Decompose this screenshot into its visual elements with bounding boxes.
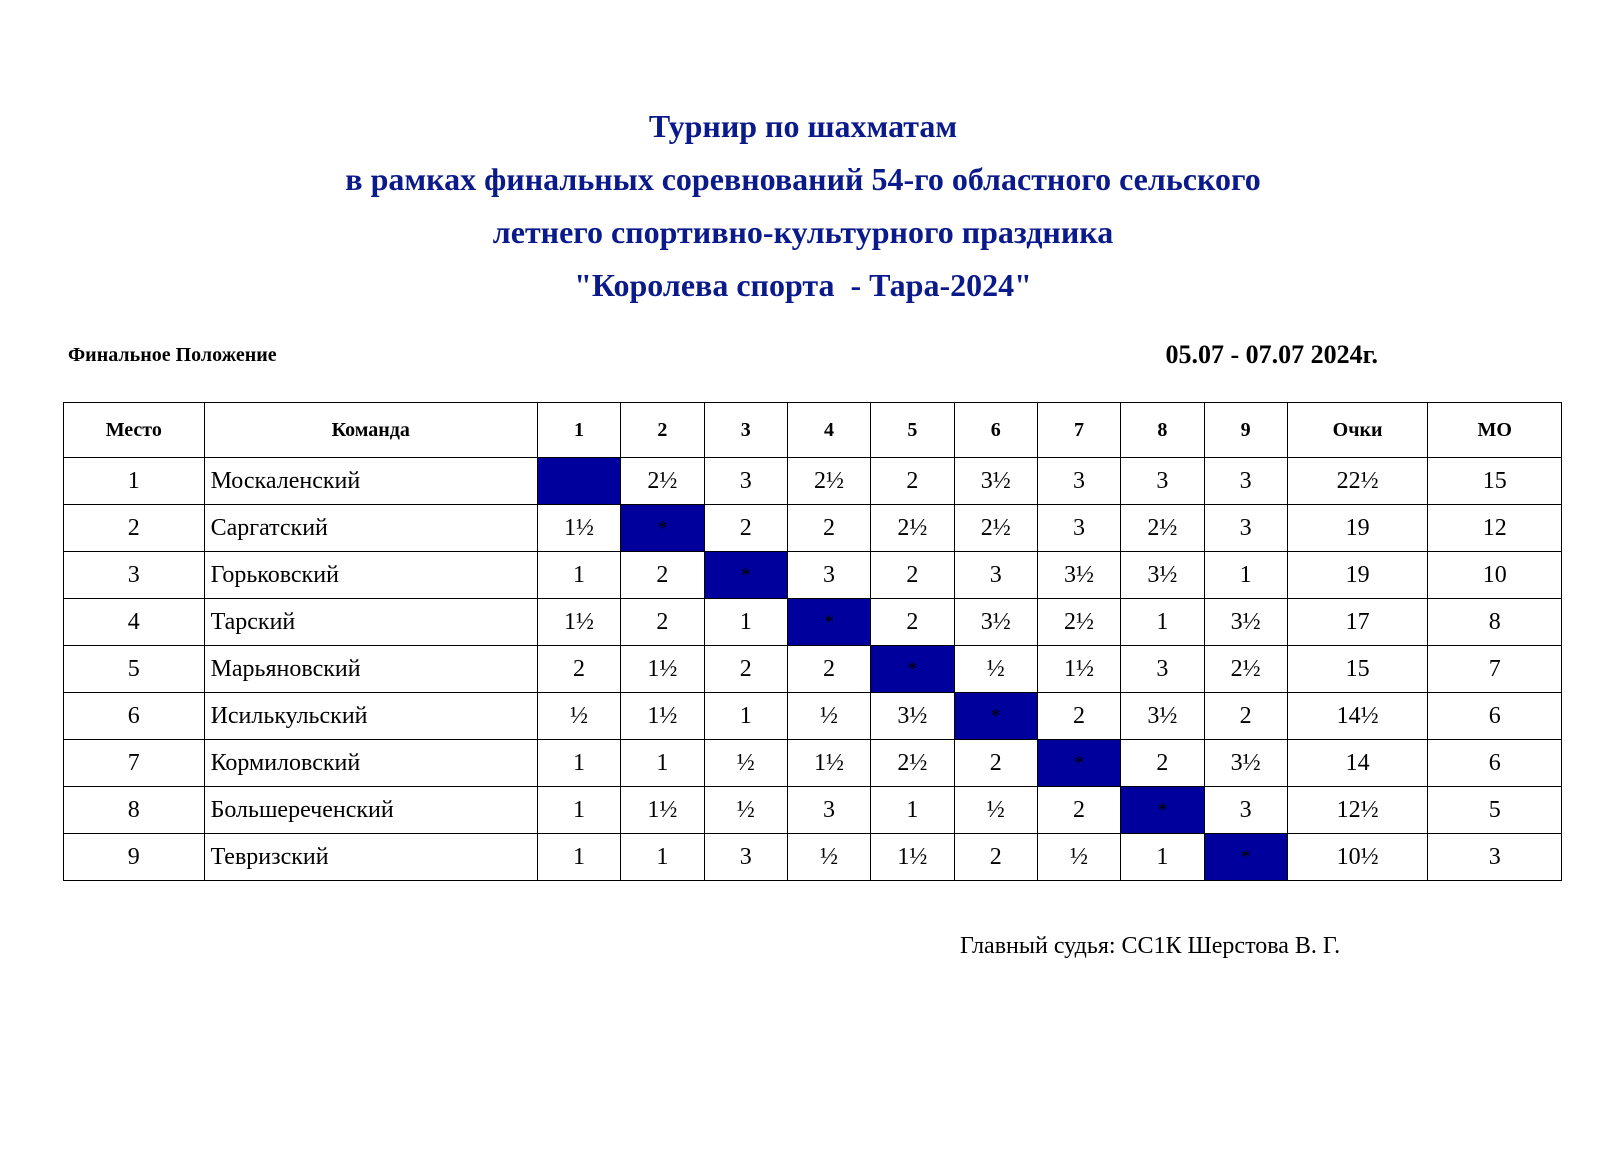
mo-cell: 8 bbox=[1428, 599, 1562, 646]
result-cell: 1 bbox=[621, 740, 704, 787]
place-cell: 4 bbox=[64, 599, 205, 646]
result-cell: 2½ bbox=[1037, 599, 1120, 646]
team-name-cell: Марьяновский bbox=[204, 646, 537, 693]
mo-cell: 6 bbox=[1428, 740, 1562, 787]
points-cell: 15 bbox=[1287, 646, 1428, 693]
place-cell: 7 bbox=[64, 740, 205, 787]
place-cell: 8 bbox=[64, 787, 205, 834]
title-line: летнего спортивно-культурного праздника bbox=[492, 214, 1114, 250]
team-name-cell: Кормиловский bbox=[204, 740, 537, 787]
result-cell: 2 bbox=[704, 505, 787, 552]
points-cell: 14 bbox=[1287, 740, 1428, 787]
header-mo: МО bbox=[1428, 403, 1562, 458]
place-cell: 5 bbox=[64, 646, 205, 693]
table-row bbox=[64, 599, 1562, 646]
result-cell: 2 bbox=[787, 505, 870, 552]
mo-cell: 7 bbox=[1428, 646, 1562, 693]
mo-cell: 3 bbox=[1428, 834, 1562, 881]
mo-cell: 10 bbox=[1428, 552, 1562, 599]
result-cell: ½ bbox=[787, 693, 870, 740]
result-cell: 2 bbox=[954, 834, 1037, 881]
result-cell: ½ bbox=[954, 787, 1037, 834]
diagonal-cell: * bbox=[1121, 787, 1204, 834]
result-cell: 3½ bbox=[954, 599, 1037, 646]
header-round: 3 bbox=[704, 403, 787, 458]
result-cell: 1 bbox=[537, 787, 620, 834]
document-title bbox=[0, 100, 1606, 312]
subtitle-row bbox=[68, 340, 1378, 380]
table-row bbox=[64, 834, 1562, 881]
diagonal-cell: * bbox=[1037, 740, 1120, 787]
result-cell: 2½ bbox=[621, 458, 704, 505]
result-cell: ½ bbox=[1037, 834, 1120, 881]
result-cell: 3½ bbox=[871, 693, 954, 740]
diagonal-cell bbox=[537, 458, 620, 505]
header-round: 9 bbox=[1204, 403, 1287, 458]
result-cell: 3 bbox=[787, 787, 870, 834]
table-row bbox=[64, 505, 1562, 552]
result-cell: 3 bbox=[1037, 505, 1120, 552]
result-cell: 1½ bbox=[1037, 646, 1120, 693]
points-cell: 22½ bbox=[1287, 458, 1428, 505]
chief-judge: Главный судья: СС1К Шерстова В. Г. bbox=[960, 933, 1341, 959]
result-cell: 2 bbox=[871, 458, 954, 505]
table-row bbox=[64, 552, 1562, 599]
result-cell: 3 bbox=[954, 552, 1037, 599]
diagonal-cell: * bbox=[1204, 834, 1287, 881]
result-cell: 1 bbox=[621, 834, 704, 881]
result-cell: 1 bbox=[1204, 552, 1287, 599]
table-row bbox=[64, 693, 1562, 740]
title-line: в рамках финальных соревнований 54-го областного сельского bbox=[345, 161, 1261, 197]
points-cell: 14½ bbox=[1287, 693, 1428, 740]
team-name-cell: Исилькульский bbox=[204, 693, 537, 740]
result-cell: 2 bbox=[787, 646, 870, 693]
result-cell: 3 bbox=[704, 458, 787, 505]
header-points: Очки bbox=[1287, 403, 1428, 458]
standings-caption: Финальное Положение bbox=[68, 344, 277, 366]
title-line: "Королева спорта - Тара-2024" bbox=[574, 267, 1032, 303]
mo-cell: 5 bbox=[1428, 787, 1562, 834]
result-cell: 1 bbox=[871, 787, 954, 834]
table-row bbox=[64, 458, 1562, 505]
result-cell: 3½ bbox=[1037, 552, 1120, 599]
result-cell: 2 bbox=[871, 599, 954, 646]
diagonal-cell: * bbox=[787, 599, 870, 646]
points-cell: 19 bbox=[1287, 552, 1428, 599]
result-cell: ½ bbox=[787, 834, 870, 881]
result-cell: 3½ bbox=[954, 458, 1037, 505]
header-round: 8 bbox=[1121, 403, 1204, 458]
result-cell: 1½ bbox=[621, 787, 704, 834]
mo-cell: 12 bbox=[1428, 505, 1562, 552]
team-name-cell: Горьковский bbox=[204, 552, 537, 599]
result-cell: 2 bbox=[1204, 693, 1287, 740]
result-cell: 2½ bbox=[787, 458, 870, 505]
result-cell: 3½ bbox=[1121, 693, 1204, 740]
result-cell: 1½ bbox=[787, 740, 870, 787]
header-round: 2 bbox=[621, 403, 704, 458]
result-cell: 1 bbox=[1121, 834, 1204, 881]
team-name-cell: Большереченский bbox=[204, 787, 537, 834]
result-cell: 2 bbox=[1037, 693, 1120, 740]
result-cell: 3½ bbox=[1204, 599, 1287, 646]
result-cell: 1½ bbox=[537, 599, 620, 646]
result-cell: 2½ bbox=[871, 740, 954, 787]
result-cell: 3 bbox=[787, 552, 870, 599]
table-row bbox=[64, 787, 1562, 834]
result-cell: 3 bbox=[1121, 458, 1204, 505]
team-name-cell: Москаленский bbox=[204, 458, 537, 505]
diagonal-cell: * bbox=[954, 693, 1037, 740]
points-cell: 12½ bbox=[1287, 787, 1428, 834]
title-line: Турнир по шахматам bbox=[648, 108, 958, 144]
standings-body bbox=[64, 458, 1562, 881]
result-cell: 3½ bbox=[1204, 740, 1287, 787]
result-cell: 1 bbox=[704, 599, 787, 646]
diagonal-cell: * bbox=[704, 552, 787, 599]
mo-cell: 6 bbox=[1428, 693, 1562, 740]
result-cell: ½ bbox=[704, 787, 787, 834]
result-cell: 2½ bbox=[1204, 646, 1287, 693]
result-cell: 1 bbox=[704, 693, 787, 740]
result-cell: 3 bbox=[1204, 787, 1287, 834]
result-cell: 2½ bbox=[1121, 505, 1204, 552]
result-cell: 1 bbox=[537, 552, 620, 599]
result-cell: 2 bbox=[954, 740, 1037, 787]
result-cell: 1½ bbox=[621, 646, 704, 693]
table-row bbox=[64, 740, 1562, 787]
result-cell: 3 bbox=[704, 834, 787, 881]
team-name-cell: Саргатский bbox=[204, 505, 537, 552]
header-team: Команда bbox=[204, 403, 537, 458]
result-cell: 2 bbox=[704, 646, 787, 693]
result-cell: 2½ bbox=[954, 505, 1037, 552]
result-cell: ½ bbox=[704, 740, 787, 787]
header-row bbox=[64, 403, 1562, 458]
header-round: 4 bbox=[787, 403, 870, 458]
team-name-cell: Тарский bbox=[204, 599, 537, 646]
team-name-cell: Тевризский bbox=[204, 834, 537, 881]
result-cell: 1 bbox=[1121, 599, 1204, 646]
points-cell: 17 bbox=[1287, 599, 1428, 646]
place-cell: 1 bbox=[64, 458, 205, 505]
result-cell: 1½ bbox=[537, 505, 620, 552]
points-cell: 19 bbox=[1287, 505, 1428, 552]
header-round: 1 bbox=[537, 403, 620, 458]
standings-table bbox=[63, 402, 1562, 881]
place-cell: 2 bbox=[64, 505, 205, 552]
place-cell: 3 bbox=[64, 552, 205, 599]
result-cell: 3 bbox=[1204, 505, 1287, 552]
result-cell: 2 bbox=[621, 552, 704, 599]
result-cell: 3 bbox=[1037, 458, 1120, 505]
points-cell: 10½ bbox=[1287, 834, 1428, 881]
result-cell: 2 bbox=[871, 552, 954, 599]
result-cell: 3 bbox=[1204, 458, 1287, 505]
result-cell: 3 bbox=[1121, 646, 1204, 693]
result-cell: 2 bbox=[1121, 740, 1204, 787]
place-cell: 9 bbox=[64, 834, 205, 881]
header-round: 6 bbox=[954, 403, 1037, 458]
header-round: 5 bbox=[871, 403, 954, 458]
result-cell: ½ bbox=[954, 646, 1037, 693]
tournament-dates: 05.07 - 07.07 2024г. bbox=[1165, 340, 1378, 369]
header-round: 7 bbox=[1037, 403, 1120, 458]
result-cell: 1 bbox=[537, 834, 620, 881]
mo-cell: 15 bbox=[1428, 458, 1562, 505]
result-cell: ½ bbox=[537, 693, 620, 740]
result-cell: 2 bbox=[621, 599, 704, 646]
result-cell: 1½ bbox=[871, 834, 954, 881]
result-cell: 3½ bbox=[1121, 552, 1204, 599]
header-place: Место bbox=[64, 403, 205, 458]
result-cell: 1½ bbox=[621, 693, 704, 740]
table-row bbox=[64, 646, 1562, 693]
result-cell: 1 bbox=[537, 740, 620, 787]
place-cell: 6 bbox=[64, 693, 205, 740]
result-cell: 2 bbox=[537, 646, 620, 693]
result-cell: 2 bbox=[1037, 787, 1120, 834]
diagonal-cell: * bbox=[621, 505, 704, 552]
diagonal-cell: * bbox=[871, 646, 954, 693]
result-cell: 2½ bbox=[871, 505, 954, 552]
